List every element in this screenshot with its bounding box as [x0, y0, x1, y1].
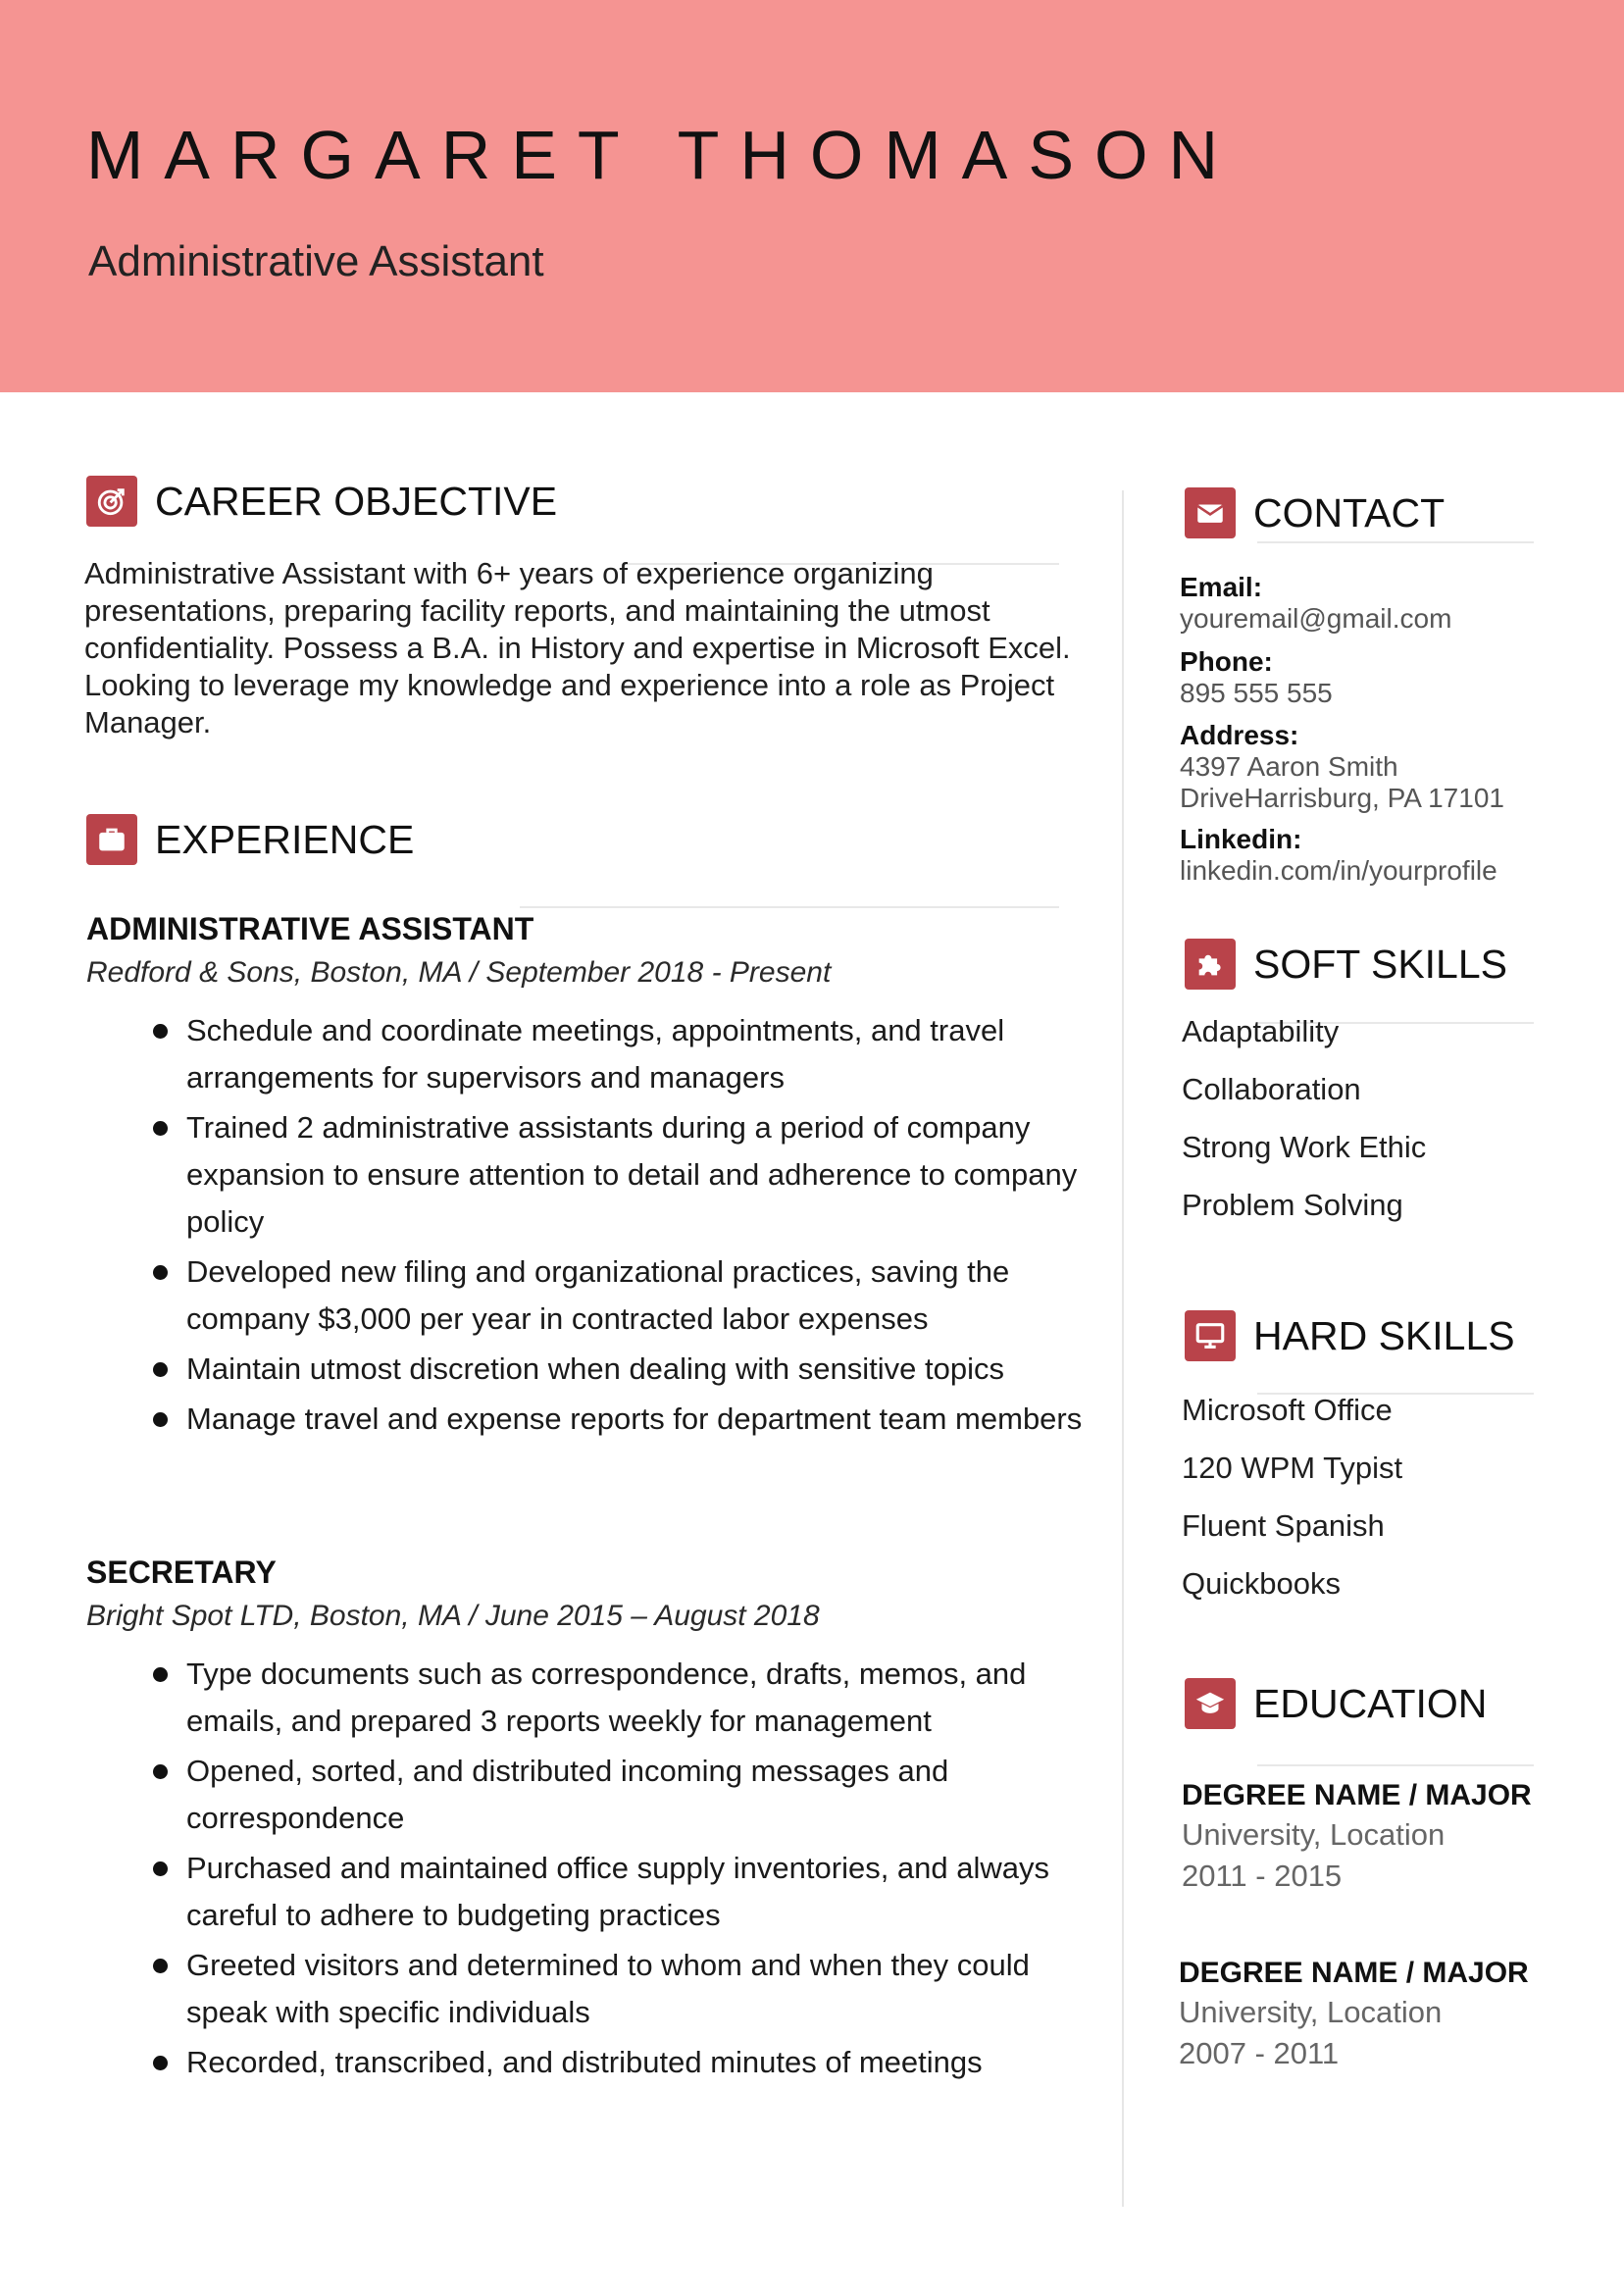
contact-phone: Phone: 895 555 555 [1180, 646, 1572, 721]
contact-title: CONTACT [1253, 489, 1446, 535]
list-item: Maintain utmost discretion when dealing with sensitive topics [126, 1346, 1106, 1393]
career-objective-title: CAREER OBJECTIVE [155, 478, 558, 524]
university: University, Location [1179, 1995, 1443, 2029]
column-divider [1122, 490, 1124, 2207]
list-item: 120 WPM Typist [1182, 1451, 1403, 1485]
puzzle-icon [1185, 939, 1236, 990]
job-title: ADMINISTRATIVE ASSISTANT [86, 911, 534, 946]
list-item: Quickbooks [1182, 1566, 1341, 1601]
list-item: Purchased and maintained office supply inventories, and always careful to adhere to budgeting practices [126, 1845, 1106, 1939]
list-item: Trained 2 administrative assistants during a period of company expansion to ensure attention to detail and adherence to company policy [126, 1104, 1106, 1246]
education-heading [1185, 1678, 1487, 1729]
candidate-title: Administrative Assistant [88, 237, 544, 285]
list-item: Opened, sorted, and distributed incoming messages and correspondence [126, 1748, 1106, 1842]
list-item: Greeted visitors and determined to whom and when they could speak with specific individuals [126, 1942, 1106, 2036]
hard-skills-title: HARD SKILLS [1253, 1312, 1515, 1358]
experience-heading [86, 814, 414, 865]
bullet-icon [153, 1024, 168, 1039]
job-meta: Redford & Sons, Boston, MA / September 2018 - Present [86, 956, 832, 989]
list-item: Type documents such as correspondence, drafts, memos, and emails, and prepared 3 reports weekly for management [126, 1651, 1106, 1745]
bullet-icon [153, 1764, 168, 1779]
job-title: SECRETARY [86, 1555, 277, 1590]
experience-title: EXPERIENCE [155, 816, 415, 862]
envelope-icon [1185, 487, 1236, 538]
job-bullets [126, 1651, 1106, 2089]
degree-name: DEGREE NAME / MAJOR [1182, 1779, 1532, 1811]
education-entry [1179, 1955, 1591, 2074]
list-item: Developed new filing and organizational practices, saving the company $3,000 per year in contracted labor expenses [126, 1249, 1106, 1343]
contact-email: Email: youremail@gmail.com [1180, 572, 1572, 646]
education-title: EDUCATION [1253, 1680, 1488, 1726]
bullet-icon [153, 1265, 168, 1280]
soft-skills-list [1182, 1014, 1426, 1246]
contact-linkedin: Linkedin: linkedin.com/in/yourprofile [1180, 824, 1572, 898]
job-bullets [126, 1007, 1106, 1446]
degree-name: DEGREE NAME / MAJOR [1179, 1957, 1529, 1989]
list-item: Manage travel and expense reports for department team members [126, 1396, 1106, 1443]
bullet-icon [153, 1121, 168, 1136]
bullet-icon [153, 1667, 168, 1682]
list-item: Fluent Spanish [1182, 1508, 1385, 1543]
hard-skills-list [1182, 1393, 1402, 1624]
bullet-icon [153, 1861, 168, 1876]
list-item: Collaboration [1182, 1072, 1361, 1106]
candidate-name: MARGARET THOMASON [86, 117, 1240, 193]
contact-address: Address: 4397 Aaron Smith DriveHarrisburg, PA 17101 [1180, 720, 1572, 826]
list-item: Schedule and coordinate meetings, appointments, and travel arrangements for supervisors and managers [126, 1007, 1106, 1101]
address-value: 4397 Aaron Smith DriveHarrisburg, PA 17101 [1180, 751, 1504, 813]
university: University, Location [1182, 1817, 1446, 1852]
briefcase-icon [86, 814, 137, 865]
career-objective-heading [86, 476, 557, 527]
monitor-icon [1185, 1310, 1236, 1361]
contact-rule [1257, 541, 1534, 543]
education-rule [1257, 1764, 1534, 1766]
bullet-icon [153, 1959, 168, 1973]
list-item: Strong Work Ethic [1182, 1130, 1427, 1164]
target-icon [86, 476, 137, 527]
list-item: Adaptability [1182, 1014, 1340, 1048]
education-entry [1182, 1777, 1594, 1897]
phone-value: 895 555 555 [1180, 678, 1333, 708]
bullet-icon [153, 2056, 168, 2070]
years: 2011 - 2015 [1182, 1859, 1343, 1893]
graduation-cap-icon [1185, 1678, 1236, 1729]
soft-skills-title: SOFT SKILLS [1253, 941, 1508, 987]
email-value: youremail@gmail.com [1180, 603, 1452, 634]
linkedin-value: linkedin.com/in/yourprofile [1180, 855, 1497, 886]
bullet-icon [153, 1362, 168, 1377]
experience-rule [520, 906, 1059, 908]
job-meta: Bright Spot LTD, Boston, MA / June 2015 – August 2018 [86, 1600, 820, 1632]
hard-skills-heading [1185, 1310, 1515, 1361]
bullet-icon [153, 1412, 168, 1427]
list-item: Microsoft Office [1182, 1393, 1393, 1427]
years: 2007 - 2011 [1179, 2036, 1340, 2070]
header-banner [0, 0, 1624, 392]
list-item: Recorded, transcribed, and distributed minutes of meetings [126, 2039, 1106, 2086]
list-item: Problem Solving [1182, 1188, 1403, 1222]
soft-skills-heading [1185, 939, 1507, 990]
career-objective-text: Administrative Assistant with 6+ years of experience organizing presentations, preparing facility reports, and maintaining the utmost confidentiality. Possess a B.A. in History and expertise in Microsoft Excel. Looking to leverage my knowledge and experience into a role as Project Manager. [84, 556, 1071, 739]
contact-heading [1185, 487, 1445, 538]
